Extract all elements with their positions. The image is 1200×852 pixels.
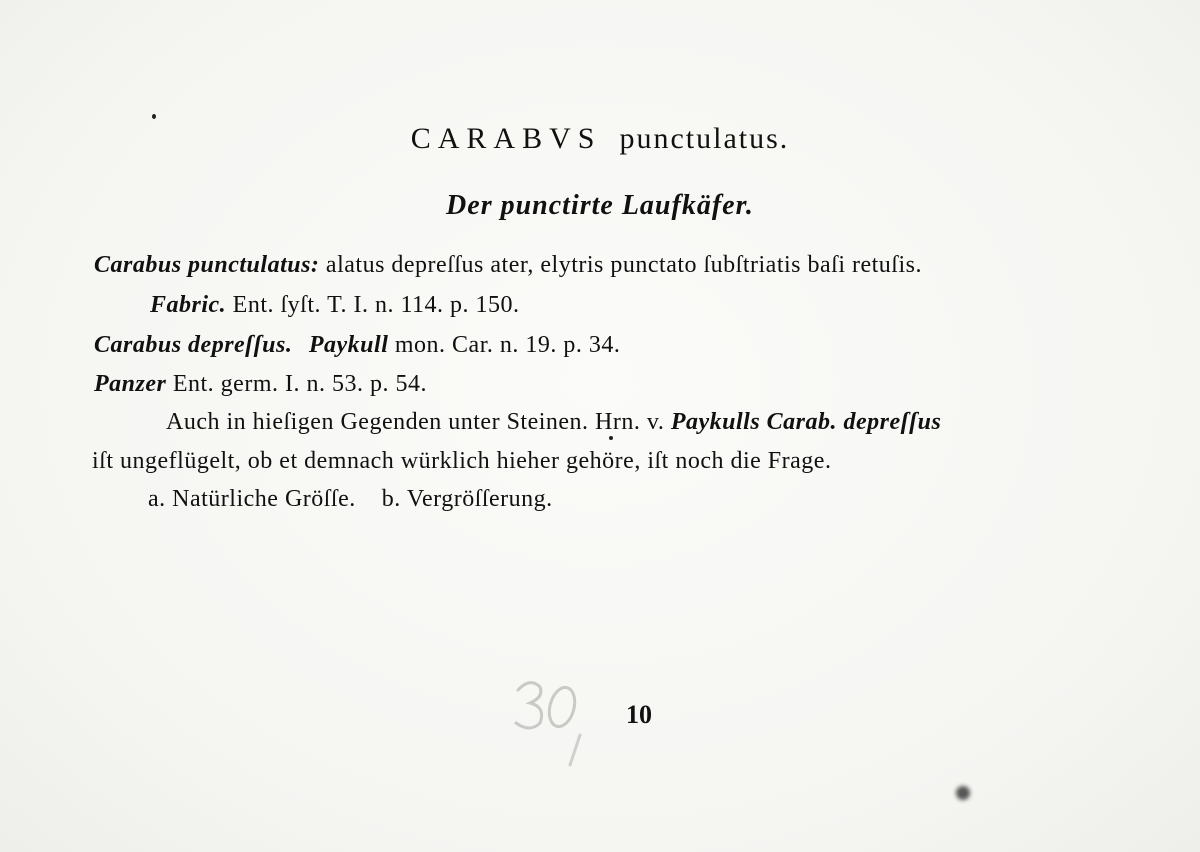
remark-text: iſt ungeflügelt, ob et demnach würklich hieher gehöre, iſt noch die Frage. bbox=[92, 448, 832, 474]
ink-speck bbox=[956, 786, 970, 800]
reference-text: Ent. ſyſt. T. I. n. 114. p. 150. bbox=[226, 292, 520, 318]
figure-legend: a. Natürliche Gröſſe. b. Vergröſſerung. bbox=[148, 486, 553, 512]
text-line-7 bbox=[148, 486, 553, 513]
text-line-4 bbox=[94, 371, 427, 398]
reference-author: Fabric. bbox=[150, 292, 227, 318]
habitat-text: Auch in hieſigen Gegenden unter Steinen. Hrn. v. bbox=[166, 409, 671, 435]
title-species: punctulatus. bbox=[619, 122, 790, 155]
ink-speck bbox=[609, 436, 613, 440]
title-genus: CARABVS bbox=[410, 122, 602, 155]
reference-author-panzer: Panzer bbox=[94, 371, 167, 397]
page-number: 10 bbox=[626, 700, 652, 729]
page-title bbox=[0, 122, 1200, 156]
page-subtitle: Der punctirte Laufkäfer. bbox=[446, 190, 754, 221]
ink-speck bbox=[152, 114, 156, 119]
synonym-name: Carabus depreſſus. bbox=[94, 332, 293, 358]
synonym-reference: mon. Car. n. 19. p. 34. bbox=[388, 332, 621, 358]
text-line-1 bbox=[94, 252, 922, 279]
synonym-author: Paykull bbox=[308, 332, 389, 358]
text-line-5 bbox=[166, 409, 941, 436]
species-description: alatus depreſſus ater, elytris punctato ſubſtriatis baſi retuſis. bbox=[319, 252, 922, 278]
species-name: Carabus punctulatus: bbox=[94, 252, 320, 278]
text-line-3 bbox=[94, 332, 620, 359]
habitat-citation: Paykulls Carab. depreſſus bbox=[670, 409, 942, 435]
text-line-6 bbox=[92, 448, 831, 475]
reference-text-panzer: Ent. germ. I. n. 53. p. 54. bbox=[166, 371, 427, 397]
text-line-2 bbox=[150, 292, 520, 319]
pencil-mark-icon bbox=[500, 665, 610, 785]
